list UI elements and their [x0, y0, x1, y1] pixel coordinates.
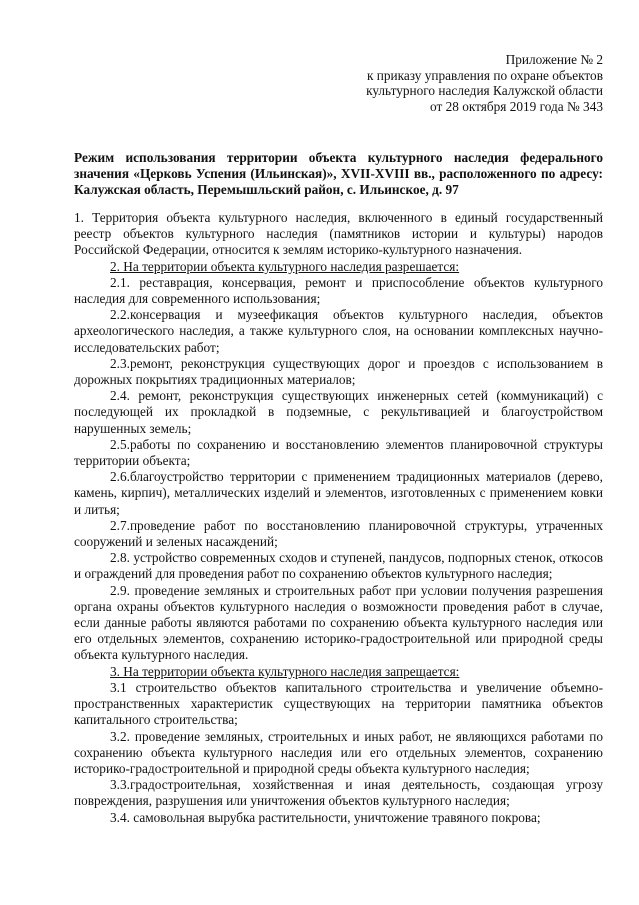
- paragraph-1: 1. Территория объекта культурного наследия, включенного в единый государственный реестр объектов культурного наследия (памятников истории и культуры) народов Российской Федерации, относится к землям историко-культурного назначения.: [74, 210, 603, 258]
- document-body: [74, 210, 603, 826]
- paragraph-3-2: 3.2. проведение земляных, строительных и иных работ, не являющихся работами по сохранению объекта культурного наследия или его отдельных элементов, сохранению историко-градостроительной и природной среды объекта культурного наследия;: [74, 728, 603, 776]
- paragraph-2-9: 2.9. проведение земляных и строительных работ при условии получения разрешения органа охраны объектов культурного наследия о возможности проведения работ в случае, если данные работы являются работами по сохранению объекта культурного наследия или его отдельных элементов, сохранению историко-градостроительной или природной среды объекта культурного наследия.: [74, 582, 603, 663]
- paragraph-2-6: 2.6.благоустройство территории с применением традиционных материалов (дерево, камень, кирпич), металлических изделий и элементов, изготовленных с применением ковки и литья;: [74, 469, 603, 517]
- appendix-line: к приказу управления по охране объектов: [366, 67, 603, 83]
- appendix-line: от 28 октября 2019 года № 343: [429, 98, 603, 114]
- paragraph-3-4: 3.4. самовольная вырубка растительности, уничтожение травяного покрова;: [110, 809, 541, 825]
- paragraph-2-5: 2.5.работы по сохранению и восстановлению элементов планировочной структуры территории объекта;: [74, 436, 603, 469]
- appendix-line: Приложение № 2: [505, 52, 603, 67]
- section-heading-2: 2. На территории объекта культурного наследия разрешается:: [110, 258, 460, 274]
- paragraph-2-1: 2.1. реставрация, консервация, ремонт и приспособление объектов культурного наследия для современного использования;: [74, 274, 603, 307]
- appendix-block: [303, 52, 603, 114]
- section-heading-3: 3. На территории объекта культурного наследия запрещается:: [110, 663, 460, 679]
- appendix-line: культурного наследия Калужской области: [366, 83, 603, 99]
- document-title: Режим использования территории объекта культурного наследия федерального значения «Церковь Успения (Ильинская)», XVII-XVIII вв., расположенного по адресу: Калужская область, Перемышльский район, с. Ильинское, д. 97: [74, 150, 603, 198]
- paragraph-3-3: 3.3.градостроительная, хозяйственная и иная деятельность, создающая угрозу повреждения, разрушения или уничтожения объектов культурного наследия;: [74, 777, 603, 809]
- paragraph-2-3: 2.3.ремонт, реконструкция существующих дорог и проездов с использованием в дорожных покрытиях традиционных материалов;: [74, 355, 603, 388]
- paragraph-2-2: 2.2.консервация и музеефикация объектов культурного наследия, объектов археологического наследия, а также культурного слоя, на основании комплексных научно-исследовательских работ;: [74, 307, 603, 355]
- paragraph-2-8: 2.8. устройство современных сходов и ступеней, пандусов, подпорных стенок, откосов и ограждений для проведения работ по сохранению объектов культурного наследия;: [74, 550, 603, 582]
- paragraph-2-4: 2.4. ремонт, реконструкция существующих инженерных сетей (коммуникаций) с последующей их прокладкой в подземные, с рекультивацией и благоустройством нарушенных земель;: [74, 388, 603, 436]
- paragraph-2-7: 2.7.проведение работ по восстановлению планировочной структуры, утраченных сооружений и зеленых насаждений;: [74, 517, 603, 550]
- paragraph-3-1: 3.1 строительство объектов капитального строительства и увеличение объемно-пространственных характеристик существующих на территории памятника объектов капитального строительства;: [74, 679, 603, 728]
